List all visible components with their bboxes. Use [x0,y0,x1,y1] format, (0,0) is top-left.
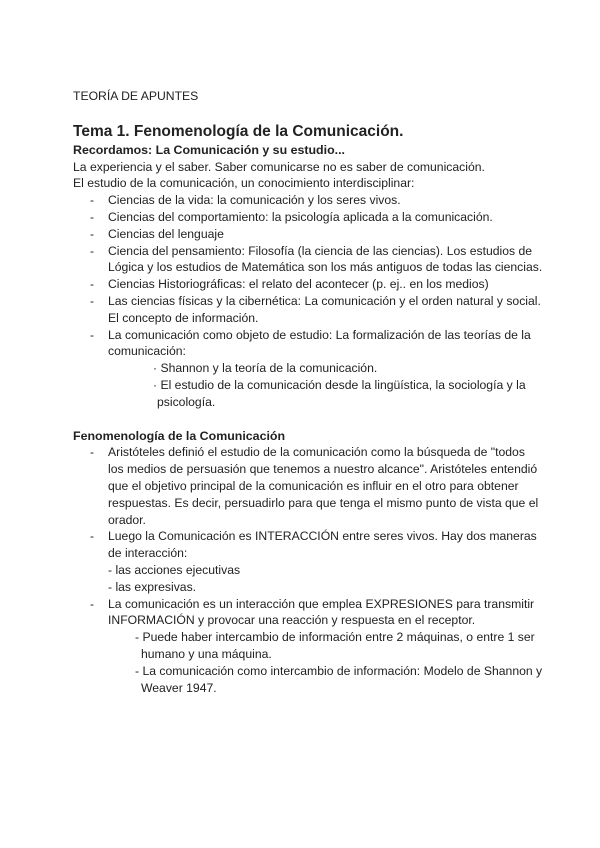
list-item: - Ciencias del comportamiento: la psicología aplicada a la comunicación. [73,209,543,226]
list-item: - Ciencias Historiográficas: el relato del acontecer (p. ej.. en los medios) [73,276,543,293]
phenomenology-list-continued [73,596,543,630]
interaction-item: - las expresivas. [108,579,197,594]
interaction-item: - las acciones ejecutivas [108,562,241,577]
list-item: - La comunicación es un interacción que emplea EXPRESIONES para transmitir INFORMACIÓN y provocar una reacción y respuesta en el receptor. [73,596,543,630]
document-header: TEORÍA DE APUNTES [73,89,199,103]
disciplines-list [73,192,543,360]
list-item: - Ciencias de la vida: la comunicación y los seres vivos. [73,192,543,209]
list-item: - Luego la Comunicación es INTERACCIÓN entre seres vivos. Hay dos maneras de interacción: [73,528,543,562]
intro-paragraph: La experiencia y el saber. Saber comunicarse no es saber de comunicación. [73,159,485,174]
section-subtitle: Recordamos: La Comunicación y su estudio... [73,142,345,157]
phenomenology-list [73,444,543,562]
intro-paragraph: El estudio de la comunicación, un conocimiento interdisciplinar: [73,176,415,191]
sub-list-item: - Puede haber intercambio de información entre 2 máquinas, o entre 1 ser humano y una máquina. [135,630,535,661]
sub-list-item: · El estudio de la comunicación desde la lingüística, la sociología y la psicología. [153,377,526,409]
sub-list-item: · Shannon y la teoría de la comunicación. [153,361,378,376]
list-item: - Ciencias del lenguaje [73,226,543,243]
list-item: - Ciencia del pensamiento: Filosofía (la ciencia de las ciencias). Los estudios de Lógica y los estudios de Matemática son los más antiguos de todas las ciencias. [73,243,543,277]
list-item: - La comunicación como objeto de estudio: La formalización de las teorías de la comunicación: [73,327,543,361]
list-item: - Aristóteles definió el estudio de la comunicación como la búsqueda de "todos los medios de persuasión que tenemos a nuestro alcance". Aristóteles entendió que el objetivo principal de la comunicación es influir en el otro para obtener respuestas. Es decir, persuadirlo para que tenga el mismo punto de vista que el orador. [73,444,543,528]
sub-list-item: - La comunicación como intercambio de información: Modelo de Shannon y Weaver 1947. [135,663,543,695]
list-item: - Las ciencias físicas y la cibernética: La comunicación y el orden natural y social. El concepto de información. [73,293,543,327]
section-title: Fenomenología de la Comunicación [73,428,286,443]
document-page [73,88,543,696]
topic-title: Tema 1. Fenomenología de la Comunicación. [73,122,404,140]
